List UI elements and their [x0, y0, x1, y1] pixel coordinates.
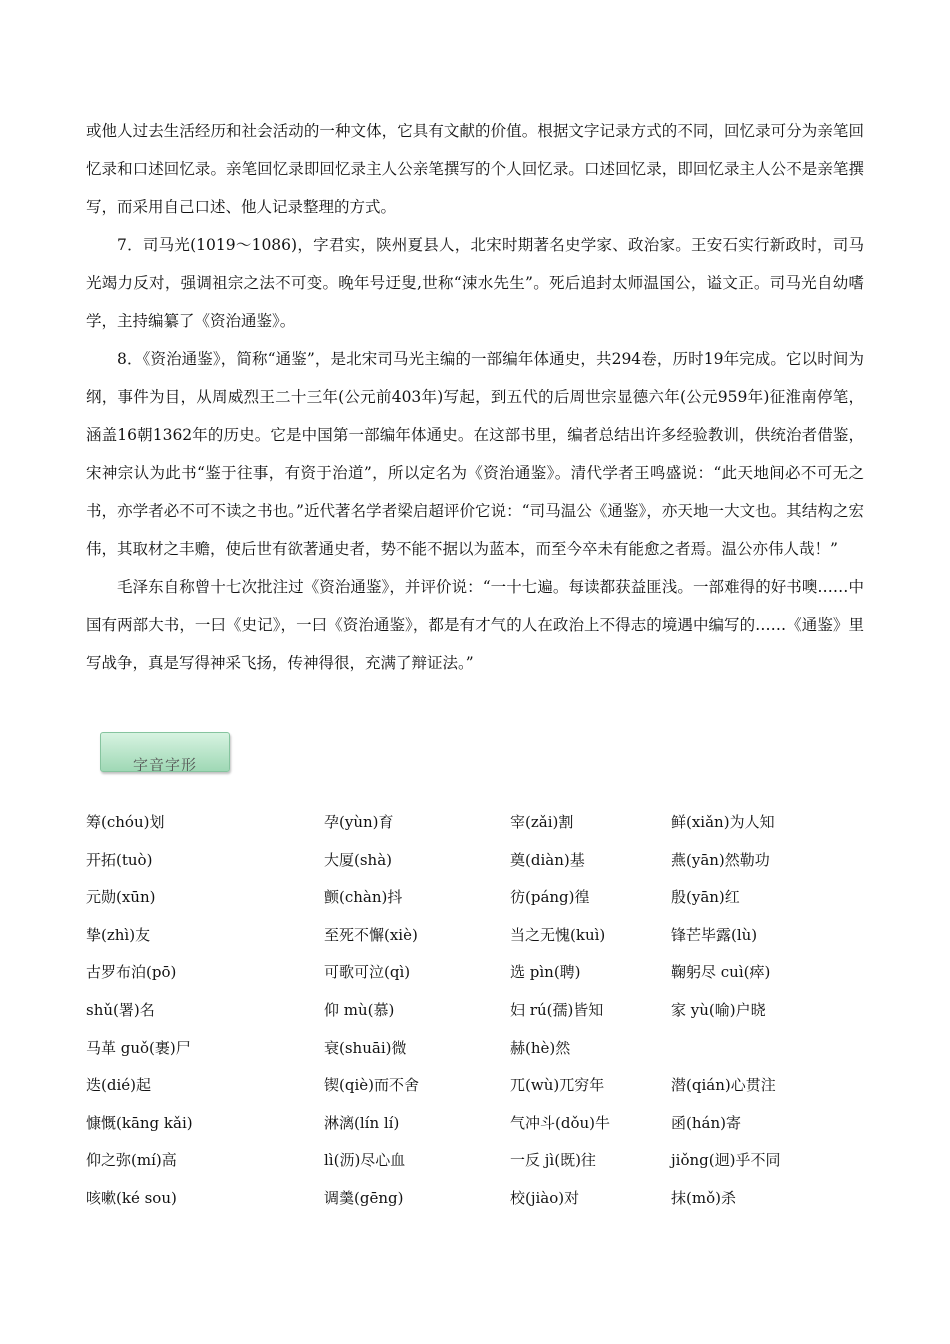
vocab-item: 选 pìn(聘): [510, 963, 581, 982]
vocab-item: 元勋(xūn): [86, 888, 156, 907]
paragraph-sima-guang: 7．司马光(1019～1086)，字君实，陕州夏县人，北宋时期著名史学家、政治家。王安石实行新政时，司马光竭力反对，强调祖宗之法不可变。晚年号迂叟,世称“涑水先生”。死后追封太师温国公，谥文正。司马光自幼嗜学，主持编纂了《资治通鉴》。: [86, 236, 864, 330]
vocab-item: 淋漓(lín lí): [324, 1113, 400, 1132]
vocab-item: 宰(zǎi)割: [510, 813, 574, 831]
vocab-item: 大厦(shà): [324, 850, 393, 869]
vocab-item: 仰之弥(mí)高: [86, 1151, 177, 1170]
vocab-item: 气冲斗(dǒu)牛: [510, 1113, 610, 1132]
vocab-item: 校(jiào)对: [510, 1188, 580, 1207]
vocab-item: 开拓(tuò): [86, 850, 153, 869]
vocab-item: 迭(dié)起: [86, 1076, 151, 1095]
vocab-item: shǔ(署)名: [86, 1000, 155, 1019]
vocab-item: [671, 1030, 886, 1068]
paragraph-memoir: 或他人过去生活经历和社会活动的一种文体，它具有文献的价值。根据文字记录方式的不同，回忆录可分为亲笔回忆录和口述回忆录。亲笔回忆录即回忆录主人公亲笔撰写的个人回忆录。口述回忆录，即回忆录主人公不是亲笔撰写，而采用自己口述、他人记录整理的方式。: [86, 122, 864, 216]
vocab-item: 锲(qiè)而不舍: [324, 1076, 419, 1095]
vocab-item: 筹(chóu)划: [86, 813, 165, 831]
vocab-item: 鲜(xiǎn)为人知: [671, 813, 775, 831]
vocab-item: 仰 mù(慕): [324, 1000, 395, 1019]
vocab-item: 锋芒毕露(lù): [671, 925, 758, 944]
body-text: [86, 112, 864, 682]
vocab-item: 赫(hè)然: [510, 1038, 571, 1057]
vocab-item: 殷(yān)红: [671, 888, 740, 907]
vocab-item: 家 yù(喻)户晓: [671, 1000, 766, 1019]
vocab-grid: [86, 804, 886, 1218]
vocab-item: 可歌可泣(qì): [324, 963, 411, 982]
vocab-item: 抹(mǒ)杀: [671, 1188, 736, 1207]
vocab-item: 函(hán)寄: [671, 1113, 741, 1132]
paragraph-zizhi-tongjian: 8．《资治通鉴》，简称“通鉴”，是北宋司马光主编的一部编年体通史，共294卷，历时19年完成。它以时间为纲，事件为目，从周威烈王二十三年(公元前403年)写起，到五代的后周世宗显德六年(公元959年)征淮南停笔，涵盖16朝1362年的历史。它是中国第一部编年体通史。在这部书里，编者总结出许多经验教训，供统治者借鉴，宋神宗认为此书“鉴于往事，有资于治道”，所以定名为《资治通鉴》。清代学者王鸣盛说：“此天地间必不可无之书，亦学者必不可不读之书也。”近代著名学者梁启超评价它说：“司马温公《通鉴》，亦天地一大文也。其结构之宏伟，其取材之丰赡，使后世有欲著通史者，势不能不据以为蓝本，而至今卒未有能愈之者焉。温公亦伟人哉！”: [86, 350, 864, 558]
vocab-item: 孕(yùn)育: [324, 813, 394, 831]
paragraph-mao-comment: 毛泽东自称曾十七次批注过《资治通鉴》，并评价说：“一十七遍。每读都获益匪浅。一部难得的好书噢……中国有两部大书，一曰《史记》，一曰《资治通鉴》，都是有才气的人在政治上不得志的境遇中编写的……《通鉴》里写战争，真是写得神采飞扬，传神得很，充满了辩证法。”: [86, 578, 864, 672]
vocab-item: lì(沥)尽心血: [324, 1151, 406, 1170]
vocab-item: 咳嗽(ké sou): [86, 1188, 177, 1207]
vocab-item: 马革 guǒ(裹)尸: [86, 1038, 191, 1057]
vocab-item: 妇 rú(孺)皆知: [510, 1000, 604, 1019]
vocab-item: jiǒng(迥)乎不同: [671, 1151, 781, 1170]
vocab-item: 至死不懈(xiè): [324, 925, 418, 944]
vocab-item: 衰(shuāi)微: [324, 1038, 407, 1057]
vocab-item: 当之无愧(kuì): [510, 925, 606, 944]
vocab-item: 彷(páng)徨: [510, 888, 590, 907]
vocab-item: 兀(wù)兀穷年: [510, 1076, 605, 1095]
vocab-item: 一反 jì(既)往: [510, 1151, 596, 1170]
vocab-item: 奠(diàn)基: [510, 850, 585, 869]
vocab-item: 鞠躬尽 cuì(瘁): [671, 963, 771, 982]
section-label-text: 字音字形: [132, 756, 197, 772]
section-label-pronunciation: [100, 732, 230, 772]
vocab-item: 挚(zhì)友: [86, 925, 151, 944]
vocab-item: 燕(yān)然勒功: [671, 850, 770, 869]
vocab-item: 潜(qián)心贯注: [671, 1076, 776, 1095]
vocab-item: 调羹(gēng): [324, 1188, 404, 1207]
vocab-item: 颤(chàn)抖: [324, 888, 403, 907]
vocab-item: 古罗布泊(pō): [86, 963, 177, 982]
vocab-item: 慷慨(kāng kǎi): [86, 1113, 193, 1132]
